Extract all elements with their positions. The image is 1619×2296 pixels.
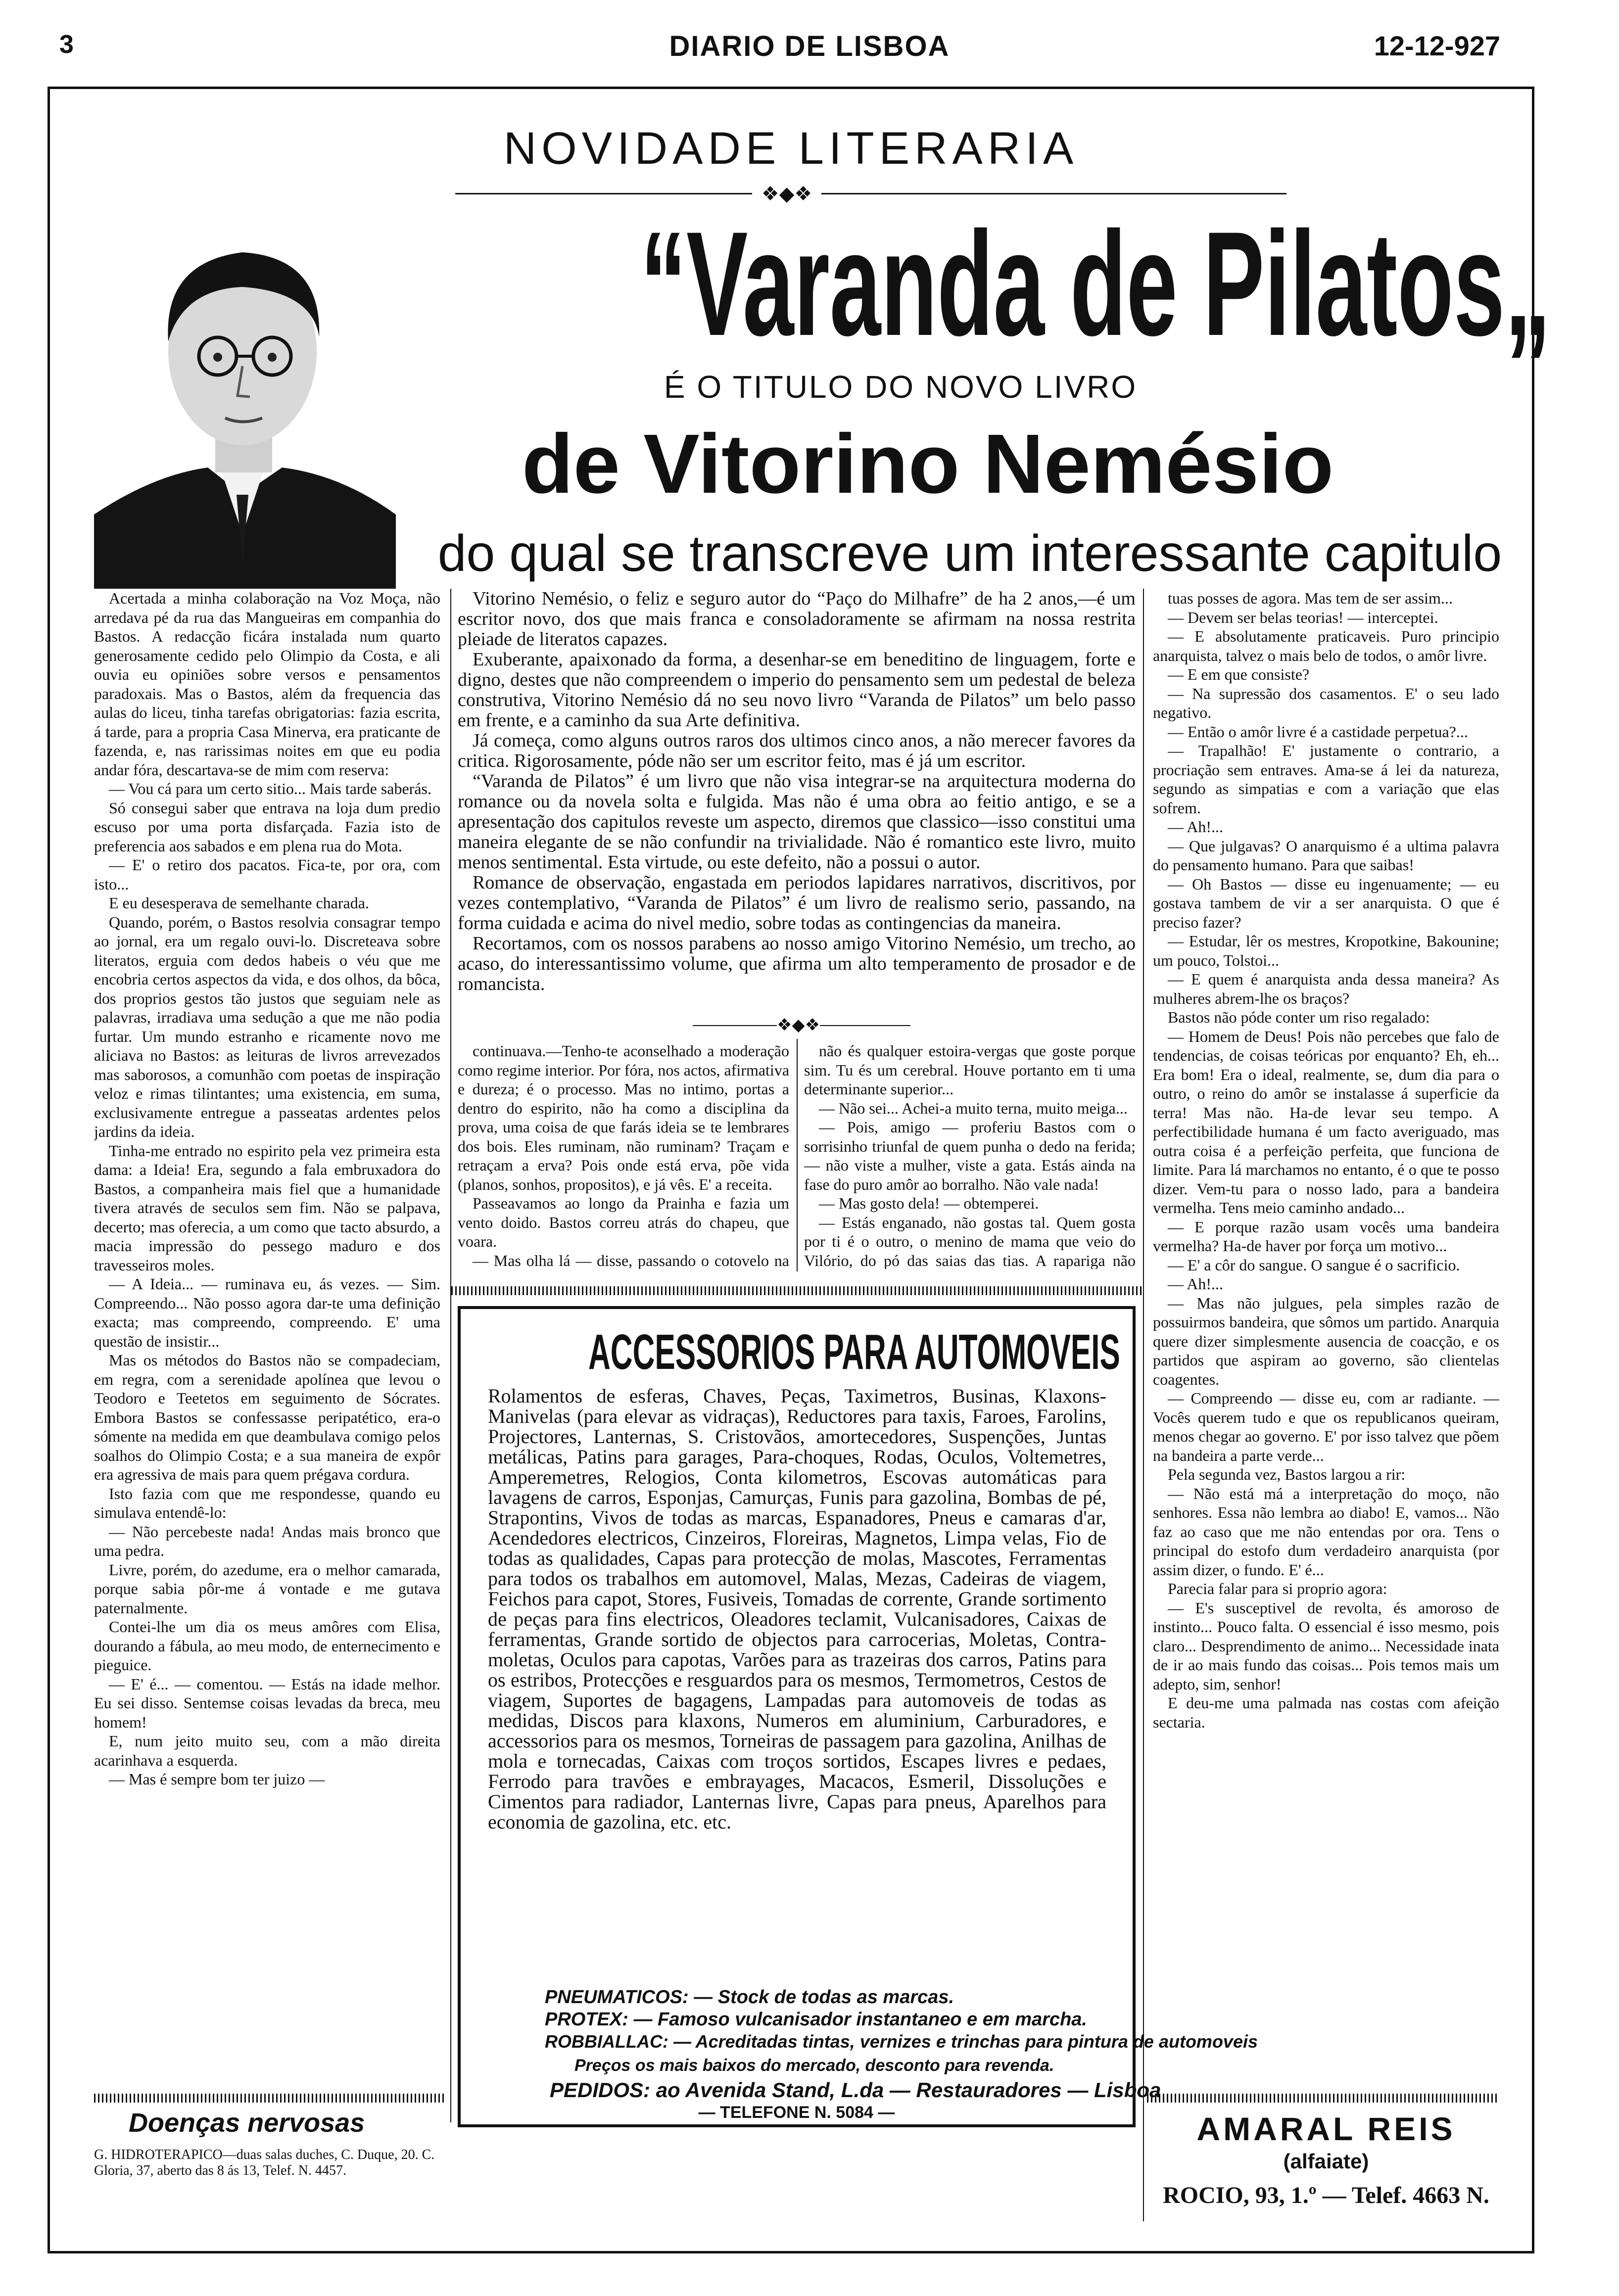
intro-paragraph: Já começa, como alguns outros raros dos ultimos cinco anos, a não merecer favores da critica. Rigorosamente, póde não ser um escritor feito, mas é já um escritor.: [458, 730, 1136, 771]
ad-accessories-body: Rolamentos de esferas, Chaves, Peças, Taximetros, Businas, Klaxons-Manivelas (para elevar as vidraças), Reductores para taxis, Faroes, Farolins, Projectores, Lanternas, S. Cristovãos, amortecedores, Suspenções, Juntas metálicas, Patins para garages, Para-choques, Rodas, Oculos, Voltemetres, Amperemetres, Relogios, Conta kilometros, Escovas automáticas para lavagens de carros, Esponjas, Camurças, Funis para gazolina, Bombas de pé, Strapontins, Vivos de todas as marcas, Espanadores, Pneus e camaras d'ar, Acendedores electricos, Cinzeiros, Floreiras, Magnetos, Limpa velas, Fio de todas as qualidades, Capas para protecção de molas, Mascotes, Ferramentas para todos os trabalhos em automovel, Malas, Mezas, Cadeiras de viagem, Feichos para capot, Stores, Fusiveis, Tomadas de corrente, Grande sortimento de peças para fins electricos, Oleadores teclamit, Vulcanisadores, Caixas de ferramentas, Grande sortido de objectos para carrocerias, Moletas, Contra-moletas, Oculos para capotas, Varões para as trazeiras dos carros, Patins para os estribos, Protecções e resguardos para os mesmos, Termometros, Cestos de viagem, Suportes de bagagens, Lampadas para automoveis de todas as medidas, Discos para klaxons, Numeros em aluminium, Carburadores, e accessorios para os mesmos, Torneiras de passagem para gazolina, Anilhas de mola e tornecadas, Caixas com troços sortidos, Escapes livres e pedaes, Ferrodo para travões e embrayages, Macacos, Esmeril, Dissoluções e Cimentos para radiador, Lanternas livre, Capas para pneus, Aparelhos para economia de gazolina, etc. etc.: [488, 1385, 1106, 1833]
column-rule: [450, 589, 451, 2122]
story-paragraph: — Não percebeste nada! Andas mais bronco que uma pedra.: [94, 1522, 440, 1559]
ad-line-prices: Preços os mais baixos do mercado, desconto para revenda.: [574, 2056, 1054, 2075]
author-portrait: [94, 218, 396, 589]
intro-paragraph: “Varanda de Pilatos” é um livro que não visa integrar-se na arquitectura moderna do romance ou da novela solta e fulgida. Mas não é uma obra ao feitio antigo, e se a apresentação dos capitulos reveste um aspecto, diremos que classico—isso constitui uma maneira elegante de se não confundir na trivialidade. Não é romantico este livro, muito menos sentimental. Esta virtude, ou este defeito, não a possui o autor.: [458, 771, 1136, 873]
headline-rule: [455, 193, 1286, 194]
story-paragraph: Passeavamos ao longo da Prainha e fazia um vento doido. Bastos correu atrás do chapeu, que voara.: [458, 1194, 789, 1250]
story-paragraph: — Ah!...: [1168, 818, 1223, 836]
story-paragraph: E deu-me uma palmada nas costas com afeição sectaria.: [1153, 1694, 1499, 1731]
ad-line-orders: PEDIDOS: ao Avenida Stand, L.da — Restauradores — Lisboa: [550, 2078, 1161, 2102]
story-paragraph: — Mas gosto dela! — obtemperei.: [819, 1194, 1039, 1212]
story-paragraph: Tinha-me entrado no espirito pela vez primeira esta dama: a Ideia! Era, segundo a fala embruxadora do Bastos, a companheira mais fiel que a humanidade tivera através de seculos sem fim. Não se palpava, decerto; mas oferecia, a um como que tacto absurdo, a macia impressão do pessego maduro e dos travesseiros moles.: [94, 1141, 440, 1274]
ad-line-robbiallac: ROBBIALLAC: — Acreditadas tintas, vernizes e trinchas para pintura de automoveis: [545, 2031, 1258, 2052]
headline-author: de Vitorino Nemésio: [522, 417, 1334, 511]
story-paragraph: — Mas olha lá — disse, passando o cotovelo na: [473, 1251, 789, 1269]
story-paragraph: — Compreendo — disse eu, com ar radiante. — Vocês querem tudo e que os republicanos queiram, menos chegar ao governo. E' por isso talvez que põem na bandeira a parte verde...: [1153, 1389, 1499, 1464]
story-paragraph: — Pois, amigo — proferiu Bastos com o sorrisinho triunfal de quem punha o dedo na ferida; — não viste a mulher, viste a gata. Estás ainda na fase do puro amôr ao borralho. Não vale nada!: [804, 1118, 1136, 1193]
story-paragraph: Livre, porém, do azedume, era o melhor camarada, porque sabia pôr-me á vontade e me gutava paternalmente.: [94, 1560, 440, 1617]
issue-date: 12-12-927: [1374, 30, 1500, 61]
story-paragraph: Pela segunda vez, Bastos largou a rir:: [1168, 1465, 1406, 1483]
story-paragraph: — Trapalhão! E' justamente o contrario, a procriação sem entraves. Ama-se á lei da natureza, segundo as simpatias e com a variação que elas sofrem.: [1153, 742, 1499, 817]
story-paragraph: — Estás enganado, não gostas tal. Quem gosta por ti é o outro, o menino de mama que veio do Vilório, do pó das saias das tias. A rapariga não: [804, 1213, 1136, 1269]
ad-accessories-heading: ACCESSORIOS PARA AUTOMOVEIS: [588, 1324, 1120, 1380]
ad-doencas-text: G. HIDROTERAPICO—duas salas duches, C. Duque, 20. C. Gloria, 37, aberto das 8 ás 13, Telef. N. 4457.: [94, 2147, 435, 2178]
story-column-mid-1: [458, 1041, 789, 1269]
ornament-icon: ❖◆❖: [777, 1016, 820, 1034]
section-kicker: NOVIDADE LITERARIA: [503, 123, 1079, 174]
story-column-mid-2: [804, 1041, 1136, 1269]
story-paragraph: continuava.—Tenho-te aconselhado a moderação como regime interior. Por fóra, nos actos, afirmativa e dureza; é o processo. Mas no intimo, portas a dentro do espirito, não ha como a disciplina da prova, uma coisa de que farás ideia se te lembrares dos bois. Eles ruminam, não ruminam? Traçam e retraçam a erva? Pois onde está erva, põe vida (planos, sonhos, propositos), e já vês. E' a receita.: [458, 1042, 789, 1193]
story-paragraph: — Vou cá para um certo sitio... Mais tarde saberás.: [109, 780, 431, 797]
story-paragraph: tuas posses de agora. Mas tem de ser assim...: [1168, 589, 1453, 607]
story-paragraph: — E' é... — comentou. — Estás na idade melhor. Eu sei disso. Sentemse coisas levadas da breca, meu homem!: [94, 1675, 440, 1731]
headline-dek: do qual se transcreve um interessante capitulo: [437, 525, 1502, 582]
masthead: DIARIO DE LISBOA: [669, 30, 950, 62]
story-paragraph: — Não sei... Achei-a muito terna, muito meiga...: [819, 1099, 1128, 1117]
headline-subtitle: É O TITULO DO NOVO LIVRO: [664, 369, 1138, 405]
story-column-right: [1153, 589, 1499, 2083]
story-paragraph: Só consegui saber que entrava na loja dum predio escuso por uma porta disfarçada. Fazia isto de preferencia aos sabados e em plena rua do Mota.: [94, 798, 440, 855]
story-paragraph: Contei-lhe um dia os meus amôres com Elisa, dourando a fábula, ao meu modo, de enternecimento e pieguice.: [94, 1618, 440, 1674]
story-paragraph: — Que julgavas? O anarquismo é a ultima palavra do pensamento humano. Para que saibas!: [1153, 837, 1499, 874]
intro-paragraph: Recortamos, com os nossos parabens ao nosso amigo Vitorino Nemésio, um trecho, ao acaso, do interessantissimo volume, que afirma um alto temperamento de prosador e de romancista.: [458, 933, 1136, 994]
intro-paragraph: Exuberante, apaixonado da forma, a desenhar-se em beneditino de linguagem, forte e digno, destes que não compreendem o imperio do pensamento sem um pedestal de beleza construtiva, Vitorino Nemésio dá no seu novo livro “Varanda de Pilatos” um belo passo em frente, e a caminho da sua Arte definitiva.: [458, 649, 1136, 731]
section-divider: [1147, 2094, 1498, 2103]
story-paragraph: — E' o retiro dos pacatos. Fica-te, por ora, com isto...: [94, 856, 440, 893]
story-paragraph: Parecia falar para si proprio agora:: [1168, 1580, 1387, 1597]
story-paragraph: Mas os métodos do Bastos não se compadeciam, em regra, com a serenidade apolínea que levou o Teodoro e Teetetos em seguimento de Sócrates. Embora Bastos se confessasse peripatético, era-o sómente na medida em que deambulava comigo pelos soalhos do Olimpio Costa; e a sua maneira de expôr era agressiva de mais para quem prégava cordura.: [94, 1351, 440, 1483]
ad-amaral-address: ROCIO, 93, 1.º — Telef. 4663 N.: [1163, 2182, 1489, 2208]
ad-line-pneumaticos: PNEUMATICOS: — Stock de todas as marcas.: [545, 1987, 954, 2008]
ad-doencas-title: Doenças nervosas: [129, 2108, 365, 2138]
headline-title: “Varanda de Pilatos„: [640, 200, 1551, 367]
page-number: 3: [59, 30, 74, 59]
story-paragraph: — E quem é anarquista anda dessa maneira? As mulheres abrem-lhe os braços?: [1153, 970, 1499, 1007]
story-paragraph: — Homem de Deus! Pois não percebes que falo de tendencias, de coisas teóricas por enquanto? Eh, eh... Era bom! Era o ideal, realmente, se, dum dia para o outro, o reino do amôr se instalasse á superficie da terra! Mas não. Ha-de levar seu tempo. A perfectibilidade humana é um facto averiguado, mas outra coisa é a perfeição perfeita, que funciona de limite. Para lá marchamos no entanto, é o que te posso dizer. Vem-tu para o nosso lado, para a bandeira vermelha. Tens meio caminho andado...: [1153, 1027, 1499, 1217]
story-paragraph: — E absolutamente praticaveis. Puro principio anarquista, talvez o mais belo de todos, o amôr livre.: [1153, 627, 1499, 664]
story-paragraph: E eu desesperava de semelhante charada.: [109, 894, 369, 912]
section-divider: [451, 1286, 1142, 1295]
ad-amaral-name: AMARAL REIS: [1196, 2110, 1456, 2147]
story-paragraph: — Não está má a interpretação do moço, não senhores. Essa não lembra ao diabo! E, vamos... Não faz ao caso que me não entendas por ora. Tens o principal do estofo dum verdadeiro anarquista (por assim dizer, o fundo. E' é...: [1153, 1484, 1499, 1579]
ad-line-phone: — TELEFONE N. 5084 —: [698, 2103, 895, 2122]
story-paragraph: — Devem ser belas teorias! — interceptei.: [1168, 608, 1438, 626]
column-rule: [1143, 589, 1144, 2221]
story-column-left: [94, 589, 440, 2093]
ad-line-protex: PROTEX: — Famoso vulcanisador instantaneo e em marcha.: [545, 2009, 1087, 2030]
section-divider: [94, 2094, 446, 2103]
story-paragraph: — E porque razão usam vocês uma bandeira vermelha? Ha-de haver por força um motivo...: [1153, 1218, 1499, 1255]
story-paragraph: Bastos não póde conter um riso regalado:: [1168, 1008, 1430, 1026]
story-paragraph: não és qualquer estoira-vergas que goste porque sim. Tu és um cerebral. Houve portanto em ti uma determinante superior...: [804, 1042, 1136, 1098]
story-paragraph: — E em que consiste?: [1168, 665, 1310, 683]
story-paragraph: E, num jeito muito seu, com a mão direita acarinhava a esquerda.: [94, 1732, 440, 1769]
story-paragraph: Acertada a minha colaboração na Voz Moça, não arredava pé da rua das Mangueiras em companhia do Bastos. A redacção ficára instalada num quarto generosamente cedido pelo Olimpio da Costa, e ali ouvia eu opiniões sobre versos e pensamentos paradoxais. Mas o Bastos, além da frequencia das aulas do liceu, tinha tarefas obrigatorias: fazia escrita, á tarde, para a propria Casa Minerva, era praticante de fazenda, e, nas rarissimas noites em que eu podia andar fóra, descartava-se de mim com reserva:: [94, 589, 440, 779]
story-paragraph: — Mas é sempre bom ter juizo —: [109, 1770, 325, 1788]
story-paragraph: — Então o amôr livre é a castidade perpetua?...: [1168, 722, 1468, 741]
story-paragraph: — Oh Bastos — disse eu ingenuamente; — eu gostava tambem de vir a ser anarquista. O que é preciso fazer?: [1153, 875, 1499, 931]
ad-accessories: [458, 1306, 1258, 2127]
story-paragraph: — Na supressão dos casamentos. E' o seu lado negativo.: [1153, 684, 1499, 721]
ornament-icon: ❖◆❖: [752, 182, 821, 205]
story-paragraph: — A Ideia... — ruminava eu, ás vezes. — Sim. Compreendo... Não posso agora dar-te uma definição exacta; mas compreendo, compreendo. E' uma questão de insistir...: [94, 1275, 440, 1350]
story-paragraph: — E' a côr do sangue. O sangue é o sacrificio.: [1168, 1256, 1460, 1274]
story-paragraph: — Estudar, lêr os mestres, Kropotkine, Bakounine; um pouco, Tolstoi...: [1153, 932, 1499, 969]
story-paragraph: Isto fazia com que me respondesse, quando eu simulava entendê-lo:: [94, 1484, 440, 1521]
story-paragraph: — E's susceptivel de revolta, és amoroso de instinto... Pouco falta. O essencial é isso mesmo, pois claro... Desprendimento de animo... Necessidade inata de ir ao mais fundo das coisas... Pois temos mais um adepto, sim, senhor!: [1153, 1598, 1499, 1693]
story-paragraph: Quando, porém, o Bastos resolvia consagrar tempo ao jornal, era um regalo ouvi-lo. Discreteava sobre literatos, erguia com dedos habeis o véu que me encobria certos aspectos da vida, e dos olhos, da bôca, dos proprios gestos tão justos que seguiam nele as palavras, irradiava uma sedução a que me não podia furtar. Um mundo estranho e ricamente novo me aliciava no Bastos: as leituras de livros arrevezados mas saborosos, a comunhão com poetas de inspiração veloz e rimas tilintantes; uma existencia, em suma, exclusivamente entregue a passeatas ardentes pelos jardins da ideia.: [94, 913, 440, 1140]
story-paragraph: — Mas não julgues, pela simples razão de possuirmos bandeira, que sômos um partido. Anarquia quere dizer simplesmente ausencia de coacção, e os partidos que aspiram ao governo, são clientelas coagentes.: [1153, 1294, 1499, 1388]
intro-paragraph: Romance de observação, engastada em periodos lapidares narrativos, discritivos, por vezes contemplativo, “Varanda de Pilatos” é um livro de realismo serio, passando, na forma cuidada e acima do nivel medio, sobre todas as contingencias da maneira.: [458, 872, 1136, 934]
intro-text: [458, 589, 1136, 1014]
intro-paragraph: Vitorino Nemésio, o feliz e seguro autor do “Paço do Milhafre” de ha 2 anos,—é um escritor novo, dos que mais franca e consoladoramente se afirmam na nossa restrita pleiade de literatos capazes.: [458, 589, 1136, 650]
column-rule: [797, 1039, 798, 1271]
story-paragraph: — Ah!...: [1168, 1275, 1223, 1293]
ad-amaral-subtitle: (alfaiate): [1283, 2150, 1369, 2173]
